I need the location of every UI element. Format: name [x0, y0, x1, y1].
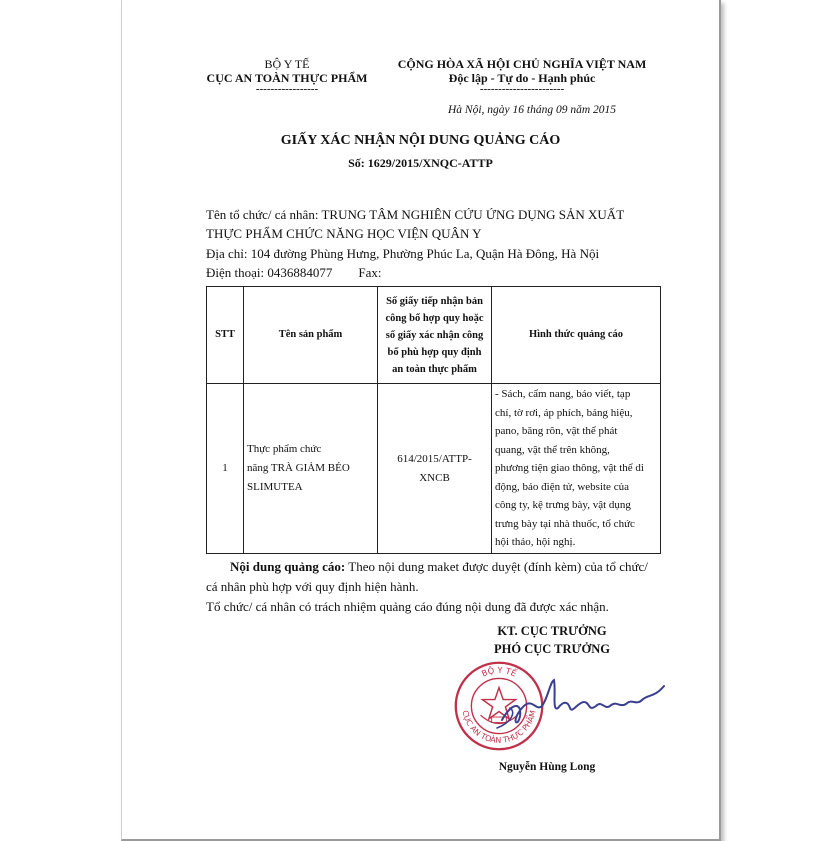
content-text: Theo nội dung maket được duyệt (đính kèm) của tổ chức/ — [345, 559, 648, 574]
header-cert — [378, 287, 492, 384]
svg-text:BỘ Y TẾ: BỘ Y TẾ — [480, 664, 519, 679]
form-line: trưng bày tại nhà thuốc, tổ chức — [495, 517, 635, 530]
form-line: hội thảo, hội nghị. — [495, 536, 576, 549]
form-line: quang, vật thể trên không, — [495, 443, 610, 456]
signature-title-2: PHÓ CỤC TRƯỞNG — [494, 642, 610, 656]
table-header-row — [207, 287, 661, 384]
org-phone: Điện thoại: 0436884077 — [206, 265, 333, 280]
handwritten-signature-icon — [492, 672, 672, 732]
document-title: GIẤY XÁC NHẬN NỘI DUNG QUẢNG CÁO — [280, 133, 561, 148]
product-line: năng TRÀ GIẢM BÉO — [247, 462, 350, 474]
org-address: Địa chỉ: 104 đường Phùng Hưng, Phường Phúc La, Quận Hà Đông, Hà Nội — [206, 246, 600, 261]
form-line: công ty, kệ trưng bày, vật dụng — [495, 499, 631, 512]
form-line: chí, tờ rơi, áp phích, bảng hiệu, — [495, 406, 633, 419]
header-cert-line: công bố hợp quy hoặc — [385, 312, 484, 324]
state-header — [387, 57, 657, 93]
product-line: Thực phẩm chức — [247, 443, 322, 455]
signature-title-1: KT. CỤC TRƯỞNG — [497, 624, 607, 638]
document-number: Số: 1629/2015/XNQC-ATTP — [348, 156, 493, 170]
ministry-name: BỘ Y TẾ — [264, 57, 310, 71]
cert-line: 614/2015/ATTP- — [397, 452, 472, 465]
table-row — [207, 384, 661, 554]
state-rule: ----------------------- — [479, 83, 565, 95]
org-name-line1: Tên tổ chức/ cá nhân: TRUNG TÂM NGHIÊN CỨU ỨNG DỤNG SẢN XUẤT — [206, 207, 625, 222]
product-table — [206, 286, 661, 554]
header-product: Tên sản phẩm — [244, 287, 378, 384]
issuer-header — [187, 57, 387, 93]
cell-stt: 1 — [207, 384, 244, 554]
header-stt: STT — [207, 287, 244, 384]
content-label: Nội dung quảng cáo: — [230, 559, 346, 574]
org-fax: Fax: — [358, 265, 382, 280]
form-line: phương tiện giao thông, vật thể di — [495, 462, 644, 475]
issue-date: Hà Nội, ngày 16 tháng 09 năm 2015 — [447, 104, 617, 116]
responsibility-note: Tổ chức/ cá nhân có trách nhiệm quảng cáo đúng nội dung đã được xác nhận. — [206, 599, 609, 614]
form-line: pano, băng rôn, vật thể phát — [495, 425, 618, 438]
header-form: Hình thức quảng cáo — [492, 287, 661, 384]
header-cert-line: an toàn thực phẩm — [392, 363, 477, 375]
state-motto: Độc lập - Tự do - Hạnh phúc — [448, 71, 596, 85]
header-cert-line: Số giấy tiếp nhận bản — [386, 295, 483, 307]
state-name: CỘNG HÒA XÃ HỘI CHỦ NGHĨA VIỆT NAM — [397, 57, 647, 71]
content-line2: cá nhân phù hợp với quy định hiện hành. — [206, 579, 419, 594]
cell-cert — [378, 384, 492, 554]
product-line: SLIMUTEA — [247, 481, 303, 493]
department-name: CỤC AN TOÀN THỰC PHẨM — [206, 71, 368, 85]
cell-form — [492, 384, 661, 554]
signer-name: Nguyễn Hùng Long — [498, 761, 596, 773]
header-cert-line: số giấy xác nhận công — [385, 329, 484, 341]
svg-text:CỤC AN TOÀN THỰC PHẨM: CỤC AN TOÀN THỰC PHẨM — [460, 709, 538, 745]
document-page — [121, 0, 721, 841]
form-line: động, báo điện tử, website của — [495, 480, 629, 493]
header-cert-line: bố phù hợp quy định — [387, 346, 482, 358]
cert-line: XNCB — [419, 471, 450, 484]
cell-product — [244, 384, 378, 554]
form-line: - Sách, cẩm nang, báo viết, tạp — [495, 388, 631, 401]
content-line1 — [230, 557, 648, 576]
org-name-line2: THỰC PHẨM CHỨC NĂNG HỌC VIỆN QUÂN Y — [206, 226, 482, 241]
org-phone-fax — [206, 263, 382, 282]
issuer-rule: ----------------- — [255, 83, 319, 95]
